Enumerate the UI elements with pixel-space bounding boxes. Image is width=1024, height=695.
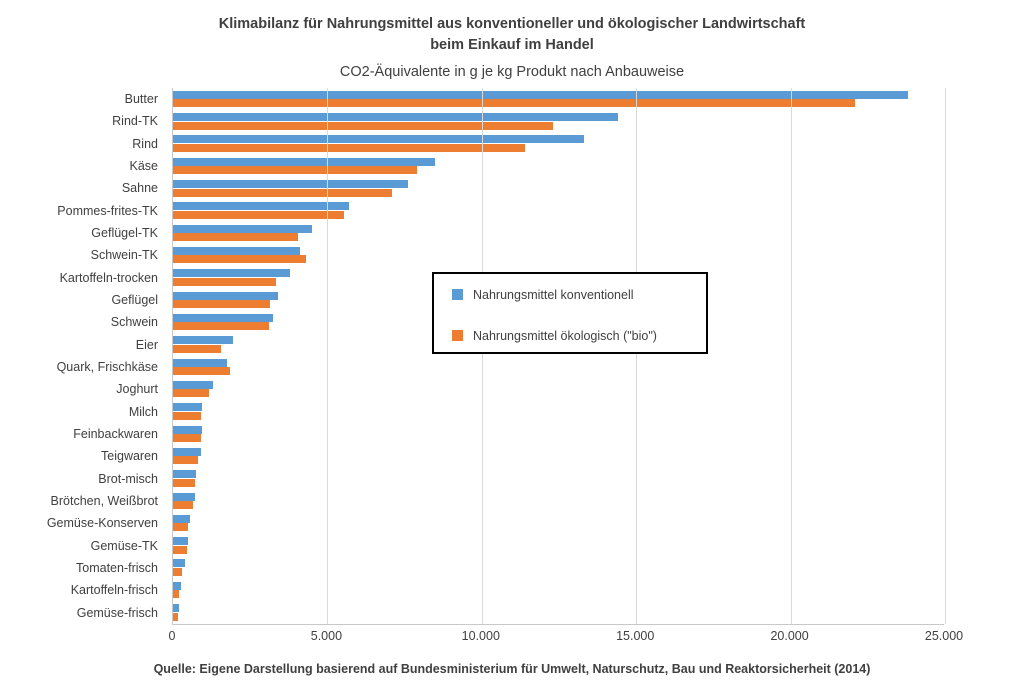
bar-oekologisch: [173, 300, 270, 308]
bar-oekologisch: [173, 590, 179, 598]
bar-group: [173, 177, 944, 199]
bar-group: [173, 535, 944, 557]
bar-konventionell: [173, 426, 202, 434]
bar-konventionell: [173, 158, 435, 166]
bar-konventionell: [173, 91, 908, 99]
legend-label: Nahrungsmittel konventionell: [473, 287, 634, 302]
bar-oekologisch: [173, 501, 193, 509]
bar-group: [173, 88, 944, 110]
category-label: Rind-TK: [112, 114, 158, 129]
category-label: Teigwaren: [101, 449, 158, 464]
bar-group: [173, 445, 944, 467]
bar-group: [173, 378, 944, 400]
legend-item: [434, 274, 706, 315]
bar-oekologisch: [173, 99, 855, 107]
bar-oekologisch: [173, 568, 182, 576]
x-axis-tick-label: 15.000: [616, 629, 655, 643]
category-label: Kartoffeln-frisch: [70, 583, 158, 598]
bar-oekologisch: [173, 479, 195, 487]
legend-label: Nahrungsmittel ökologisch ("bio"): [473, 328, 657, 343]
category-label: Rind: [132, 136, 158, 151]
bar-oekologisch: [173, 255, 306, 263]
bar-oekologisch: [173, 523, 188, 531]
bar-oekologisch: [173, 322, 269, 330]
category-label: Butter: [124, 92, 158, 106]
bar-konventionell: [173, 292, 278, 300]
bar-oekologisch: [173, 144, 525, 152]
category-label: Feinbackwaren: [73, 426, 158, 441]
bar-konventionell: [173, 359, 227, 367]
category-label: Tomaten-frisch: [76, 560, 158, 575]
bar-konventionell: [173, 269, 290, 277]
bar-konventionell: [173, 135, 584, 143]
bar-oekologisch: [173, 456, 198, 464]
category-label: Schwein: [110, 315, 158, 330]
legend-item: [434, 315, 706, 356]
chart-title-line-2: beim Einkauf im Handel: [430, 37, 594, 53]
gridline: [482, 88, 483, 624]
category-label: Milch: [128, 404, 158, 419]
bar-group: [173, 222, 944, 244]
x-axis: [168, 624, 964, 648]
bar-group: [173, 468, 944, 490]
category-label: Gemüse-TK: [90, 538, 158, 553]
chart-legend: [432, 272, 708, 354]
x-axis-tick-label: 0: [168, 629, 176, 643]
bar-konventionell: [173, 225, 312, 233]
bar-oekologisch: [173, 412, 201, 420]
legend-swatch: [452, 330, 463, 341]
bar-group: [173, 401, 944, 423]
bar-oekologisch: [173, 613, 178, 621]
bar-konventionell: [173, 202, 349, 210]
category-label: Brötchen, Weißbrot: [50, 493, 158, 508]
category-label: Geflügel: [111, 292, 158, 307]
bar-konventionell: [173, 515, 190, 523]
bar-konventionell: [173, 336, 233, 344]
bar-oekologisch: [173, 546, 187, 554]
gridline: [945, 88, 946, 624]
bar-group: [173, 356, 944, 378]
bar-oekologisch: [173, 189, 392, 197]
category-label: Joghurt: [116, 382, 158, 397]
x-axis-tick-label: 20.000: [770, 629, 809, 643]
bar-group: [173, 200, 944, 222]
bar-group: [173, 110, 944, 132]
x-axis-tick-label: 10.000: [461, 629, 500, 643]
bar-konventionell: [173, 448, 201, 456]
bar-group: [173, 244, 944, 266]
category-label: Quark, Frischkäse: [56, 359, 158, 374]
gridline: [327, 88, 328, 624]
bar-oekologisch: [173, 345, 221, 353]
bar-group: [173, 155, 944, 177]
bar-konventionell: [173, 537, 188, 545]
category-label: Gemüse-frisch: [76, 605, 158, 620]
bar-konventionell: [173, 470, 196, 478]
bar-oekologisch: [173, 166, 417, 174]
category-label: Brot-misch: [98, 471, 158, 486]
gridline: [636, 88, 637, 624]
bar-rows: [173, 88, 944, 624]
bar-konventionell: [173, 113, 618, 121]
bar-konventionell: [173, 381, 213, 389]
chart-subtitle: CO2-Äquivalente in g je kg Produkt nach Anbauweise: [339, 64, 685, 80]
x-axis-tick-label: 25.000: [924, 629, 964, 643]
bar-group: [173, 512, 944, 534]
category-label: Käse: [129, 158, 158, 173]
chart-source-note: Quelle: Eigene Darstellung basierend auf Bundesministerium für Umwelt, Naturschutz, Bau und Reaktorsicherheit (2014): [153, 662, 871, 676]
bar-konventionell: [173, 582, 181, 590]
category-label: Sahne: [121, 181, 158, 196]
bar-group: [173, 423, 944, 445]
category-label: Geflügel-TK: [91, 225, 158, 240]
bar-oekologisch: [173, 389, 209, 397]
bar-konventionell: [173, 180, 408, 188]
bar-oekologisch: [173, 434, 201, 442]
plot-area: [172, 88, 944, 624]
x-axis-tick-label: 5.000: [310, 629, 343, 643]
bar-oekologisch: [173, 367, 230, 375]
legend-swatch: [452, 289, 463, 300]
category-label: Eier: [135, 337, 158, 352]
bar-oekologisch: [173, 211, 344, 219]
category-label: Gemüse-Konserven: [46, 516, 158, 531]
bar-konventionell: [173, 493, 195, 501]
bar-group: [173, 579, 944, 601]
category-label: Pommes-frites-TK: [57, 203, 158, 218]
bar-konventionell: [173, 604, 179, 612]
bar-konventionell: [173, 247, 300, 255]
bar-group: [173, 557, 944, 579]
bar-group: [173, 602, 944, 624]
category-label: Kartoffeln-trocken: [59, 270, 158, 285]
chart-title-block: [0, 14, 1024, 85]
bar-konventionell: [173, 314, 273, 322]
bar-oekologisch: [173, 233, 298, 241]
bar-group: [173, 133, 944, 155]
gridline: [791, 88, 792, 624]
chart-title-line-1: Klimabilanz für Nahrungsmittel aus konventioneller und ökologischer Landwirtschaft: [218, 16, 806, 32]
bar-group: [173, 490, 944, 512]
bar-oekologisch: [173, 122, 553, 130]
bar-konventionell: [173, 559, 185, 567]
bar-oekologisch: [173, 278, 276, 286]
bar-konventionell: [173, 403, 202, 411]
category-label: Schwein-TK: [90, 248, 158, 263]
category-axis-labels: [0, 88, 166, 624]
